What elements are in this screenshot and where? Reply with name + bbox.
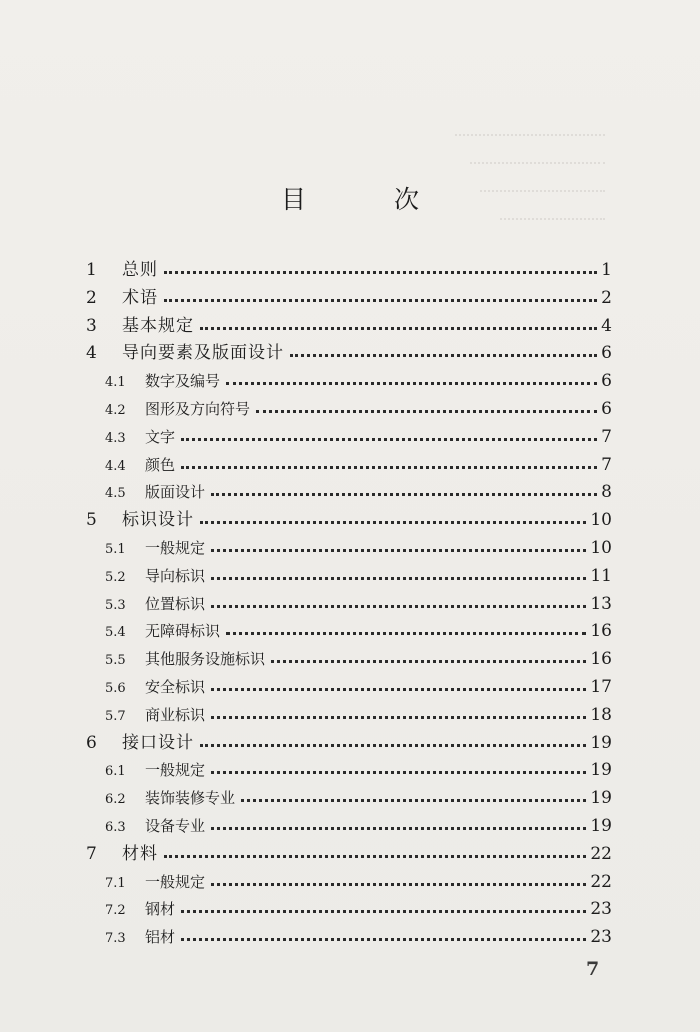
toc-entry (0, 752, 700, 780)
toc-section-number: 5.4 (105, 625, 126, 641)
toc-entry (0, 363, 700, 391)
toc-section-title: 无障碍标识 (145, 622, 221, 641)
toc-page-number: 6 (601, 343, 612, 364)
toc-page-number: 19 (590, 760, 612, 781)
toc-section-title: 接口设计 (122, 732, 194, 753)
toc-entry (0, 474, 700, 502)
toc-entry (0, 808, 700, 836)
toc-section-title: 标识设计 (122, 510, 194, 531)
toc-section-number: 6.3 (105, 820, 126, 835)
toc-page-number: 22 (590, 871, 612, 892)
toc-section-title: 导向标识 (145, 566, 206, 585)
toc-dot-leader (211, 771, 586, 774)
toc-section-title: 版面设计 (145, 483, 206, 502)
toc-dot-leader (226, 382, 597, 385)
toc-page-number: 4 (601, 315, 612, 336)
toc-entry (0, 641, 700, 669)
toc-page-number: 17 (590, 677, 612, 697)
toc-section-title: 钢材 (145, 900, 176, 919)
toc-dot-leader (200, 327, 597, 330)
toc-section-title: 一般规定 (145, 872, 206, 891)
toc-page-number: 13 (590, 593, 612, 614)
toc-section-title: 位置标识 (145, 594, 206, 613)
toc-section-title: 导向要素及版面设计 (122, 343, 284, 364)
toc-page-number: 10 (590, 510, 612, 531)
toc-page-number: 7 (601, 454, 612, 475)
toc-dot-leader (200, 744, 586, 747)
toc-dot-leader (211, 605, 586, 608)
toc-section-number: 6 (86, 732, 97, 753)
toc-page-number: 22 (590, 843, 612, 864)
toc-entry (0, 530, 700, 558)
toc-section-number: 4.5 (105, 486, 126, 502)
toc-dot-leader (211, 883, 586, 886)
toc-section-title: 装饰装修专业 (145, 789, 236, 808)
toc-section-number: 7.1 (105, 875, 126, 891)
toc-entry (0, 613, 700, 641)
toc-page-number: 18 (590, 704, 612, 725)
toc-dot-leader (211, 577, 586, 580)
toc-section-title: 颜色 (145, 455, 176, 474)
toc-page-number: 6 (601, 399, 612, 419)
toc-section-number: 2 (86, 287, 97, 308)
toc-entry (0, 836, 700, 864)
toc-entry (0, 447, 700, 475)
toc-dot-leader (211, 493, 597, 496)
toc-section-title: 一般规定 (145, 761, 206, 780)
toc-page-number: 16 (590, 649, 612, 670)
toc-entry (0, 725, 700, 753)
toc-section-title: 数字及编号 (145, 372, 221, 391)
toc-section-number: 4.2 (105, 403, 126, 418)
toc-section-title: 一般规定 (145, 539, 206, 557)
toc-entry (0, 891, 700, 919)
page-title: 目 次 (281, 185, 459, 214)
toc-section-number: 5 (86, 510, 97, 531)
toc-section-title: 总则 (122, 260, 158, 280)
toc-dot-leader (271, 660, 586, 663)
toc-entry (0, 502, 700, 530)
toc-entry (0, 335, 700, 363)
toc-section-number: 6.1 (105, 764, 126, 780)
toc-page-number: 8 (601, 482, 612, 503)
toc-page-number: 2 (601, 287, 612, 308)
toc-dot-leader (256, 410, 597, 413)
toc-entry (0, 780, 700, 808)
toc-section-title: 商业标识 (145, 705, 206, 724)
toc-section-number: 3 (86, 315, 97, 336)
toc-dot-leader (181, 466, 597, 469)
toc-section-title: 图形及方向符号 (145, 400, 251, 418)
toc-dot-leader (211, 716, 586, 719)
toc-page-number: 16 (590, 621, 612, 642)
page-folio: 7 (586, 958, 600, 980)
toc-section-title: 安全标识 (145, 678, 206, 696)
toc-section-title: 术语 (122, 287, 158, 308)
show-through-decoration (455, 118, 605, 136)
toc-dot-leader (241, 799, 586, 802)
toc-section-number: 6.2 (105, 792, 126, 808)
toc-section-number: 5.2 (105, 569, 126, 585)
toc-page-number: 23 (590, 899, 612, 920)
toc-page-number: 6 (601, 371, 612, 392)
toc-entry (0, 391, 700, 419)
toc-section-title: 文字 (145, 427, 176, 446)
toc-section-number: 7.2 (105, 903, 126, 919)
toc-entry (0, 586, 700, 614)
toc-section-title: 材料 (122, 843, 158, 864)
toc-page-number: 7 (601, 426, 612, 447)
toc-section-number: 4.3 (105, 430, 126, 446)
toc-section-number: 7.3 (105, 931, 126, 947)
toc-dot-leader (211, 549, 586, 552)
toc-dot-leader (290, 354, 597, 357)
toc-section-title: 铝材 (145, 928, 176, 947)
toc-dot-leader (164, 271, 597, 274)
toc-entry (0, 919, 700, 947)
toc-dot-leader (181, 938, 586, 941)
toc-page-number: 11 (590, 565, 612, 586)
toc-section-number: 7 (86, 843, 97, 864)
toc-dot-leader (164, 299, 597, 302)
toc-section-number: 5.6 (105, 681, 126, 696)
toc-dot-leader (226, 632, 586, 635)
toc-section-number: 5.7 (105, 708, 126, 724)
toc-dot-leader (181, 438, 597, 441)
toc-entry (0, 280, 700, 308)
toc-entry (0, 669, 700, 697)
toc-section-number: 5.1 (105, 542, 126, 557)
toc-page-number: 23 (590, 927, 612, 948)
toc-section-number: 4.4 (105, 458, 126, 474)
toc-entry (0, 419, 700, 447)
toc-dot-leader (211, 827, 586, 830)
toc-dot-leader (181, 910, 586, 913)
toc-page-number: 1 (601, 260, 612, 280)
toc-section-number: 1 (86, 260, 97, 280)
toc-section-number: 5.3 (105, 597, 126, 613)
toc-page-number: 19 (590, 732, 612, 753)
toc-page-number: 19 (590, 788, 612, 809)
toc-page-number: 10 (590, 538, 612, 558)
toc-section-title: 基本规定 (122, 315, 194, 336)
toc-page-number: 19 (590, 816, 612, 836)
toc-dot-leader (200, 521, 586, 524)
toc-section-title: 其他服务设施标识 (145, 650, 266, 669)
toc-section-number: 4.1 (105, 375, 126, 391)
toc-dot-leader (164, 855, 586, 858)
toc-section-number: 4 (86, 343, 97, 364)
show-through-decoration (470, 146, 605, 164)
toc-entry (0, 697, 700, 725)
toc-entry (0, 308, 700, 336)
toc-section-number: 5.5 (105, 653, 126, 669)
toc-section-title: 设备专业 (145, 817, 206, 835)
toc-entry (0, 252, 700, 280)
toc-dot-leader (211, 688, 586, 691)
toc-entry (0, 864, 700, 892)
toc-entry (0, 558, 700, 586)
